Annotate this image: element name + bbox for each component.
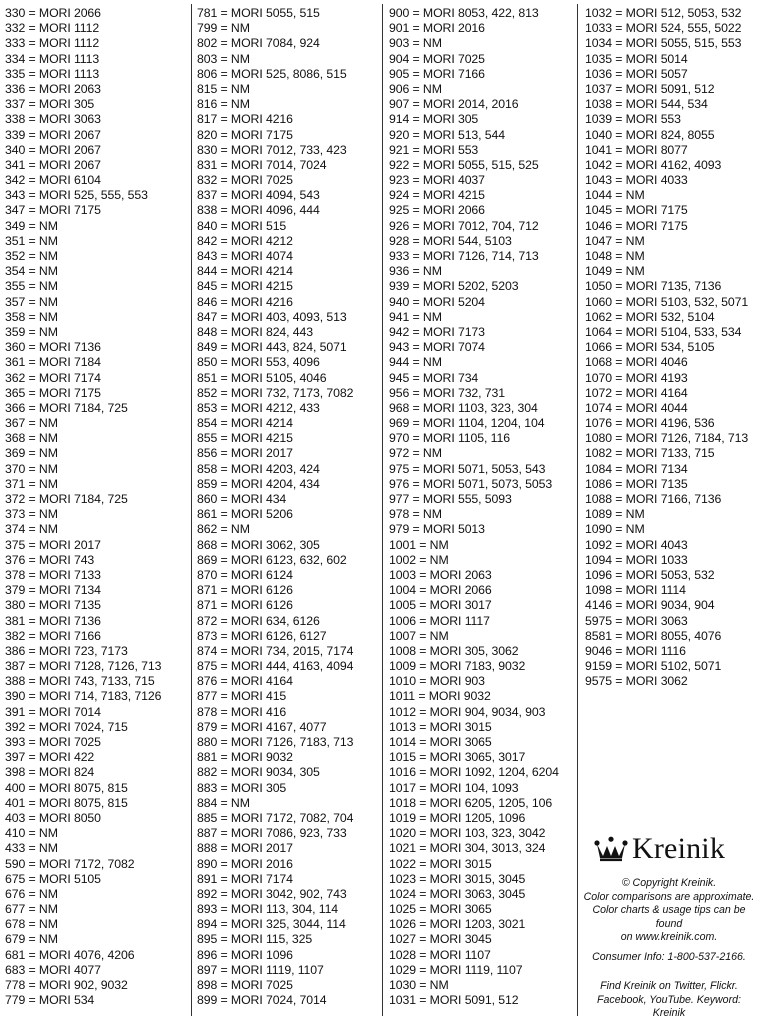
conversion-entry: 678 = NM [5, 917, 58, 932]
conversion-entry: 969 = MORI 1104, 1204, 104 [389, 416, 545, 431]
conversion-entry: 380 = MORI 7135 [5, 598, 101, 613]
conversion-entry: 843 = MORI 4074 [197, 249, 293, 263]
conversion-entry: 1019 = MORI 1205, 1096 [389, 810, 526, 825]
conversion-entry: 968 = MORI 1103, 323, 304 [389, 400, 538, 415]
conversion-column-2 [197, 6, 353, 1008]
conversion-entry: 4146 = MORI 9034, 904 [585, 598, 715, 613]
conversion-entry: 1001 = NM [389, 537, 449, 552]
column-divider [191, 4, 192, 1016]
conversion-entry: 900 = MORI 8053, 422, 813 [389, 6, 539, 20]
conversion-entry: 1086 = MORI 7135 [585, 476, 688, 491]
conversion-entry: 884 = NM [197, 795, 250, 810]
conversion-entry: 1096 = MORI 5053, 532 [585, 567, 715, 582]
social-line: Find Kreinik on Twitter, Flickr. [600, 980, 738, 992]
social-line: Facebook, YouTube. Keyword: Kreinik [597, 993, 741, 1019]
conversion-entry: 5975 = MORI 3063 [585, 613, 688, 628]
conversion-entry: 920 = MORI 513, 544 [389, 127, 506, 142]
conversion-entry: 890 = MORI 2016 [197, 856, 293, 871]
conversion-entry: 1038 = MORI 544, 534 [585, 97, 708, 112]
conversion-entry: 880 = MORI 7126, 7183, 713 [197, 735, 354, 749]
conversion-entry: 1012 = MORI 904, 9034, 903 [389, 704, 546, 719]
conversion-entry: 907 = MORI 2014, 2016 [389, 97, 519, 112]
copyright-note [580, 877, 758, 945]
conversion-entry: 842 = MORI 4212 [197, 233, 293, 248]
conversion-entry: 849 = MORI 443, 824, 5071 [197, 340, 347, 355]
conversion-entry: 9575 = MORI 3062 [585, 674, 688, 689]
conversion-entry: 868 = MORI 3062, 305 [197, 537, 320, 552]
conversion-entry: 1047 = NM [585, 233, 645, 248]
conversion-entry: 1024 = MORI 3063, 3045 [389, 886, 526, 901]
conversion-entry: 355 = NM [5, 279, 58, 294]
conversion-entry: 370 = NM [5, 461, 58, 476]
conversion-entry: 779 = MORI 534 [5, 993, 95, 1008]
conversion-entry: 854 = MORI 4214 [197, 416, 293, 431]
conversion-entry: 859 = MORI 4204, 434 [197, 476, 320, 491]
conversion-entry: 392 = MORI 7024, 715 [5, 719, 128, 734]
conversion-entry: 852 = MORI 732, 7173, 7082 [197, 385, 354, 400]
conversion-entry: 378 = MORI 7133 [5, 567, 101, 582]
conversion-entry: 369 = NM [5, 446, 58, 461]
conversion-entry: 901 = MORI 2016 [389, 21, 485, 36]
conversion-entry: 1050 = MORI 7135, 7136 [585, 279, 722, 294]
conversion-entry: 846 = MORI 4216 [197, 294, 293, 309]
conversion-entry: 942 = MORI 7173 [389, 324, 485, 339]
conversion-entry: 1006 = MORI 1117 [389, 613, 490, 628]
conversion-entry: 923 = MORI 4037 [389, 173, 485, 188]
conversion-entry: 885 = MORI 7172, 7082, 704 [197, 810, 354, 825]
conversion-entry: 872 = MORI 634, 6126 [197, 613, 320, 628]
conversion-entry: 1080 = MORI 7126, 7184, 713 [585, 431, 749, 446]
conversion-entry: 914 = MORI 305 [389, 112, 479, 127]
conversion-entry: 341 = MORI 2067 [5, 157, 101, 172]
conversion-entry: 941 = NM [389, 309, 442, 324]
conversion-entry: 403 = MORI 8050 [5, 810, 101, 825]
conversion-entry: 975 = MORI 5071, 5053, 543 [389, 461, 546, 476]
conversion-entry: 393 = MORI 7025 [5, 735, 101, 749]
brand-name: Kreinik [632, 832, 726, 865]
conversion-entry: 1084 = MORI 7134 [585, 461, 688, 476]
conversion-entry: 869 = MORI 6123, 632, 602 [197, 552, 347, 567]
conversion-entry: 894 = MORI 325, 3044, 114 [197, 917, 346, 932]
conversion-entry: 856 = MORI 2017 [197, 446, 293, 461]
conversion-entry: 373 = NM [5, 507, 58, 522]
conversion-entry: 339 = MORI 2067 [5, 127, 101, 142]
conversion-entry: 1023 = MORI 3015, 3045 [389, 871, 526, 886]
conversion-entry: 892 = MORI 3042, 902, 743 [197, 886, 347, 901]
conversion-entry: 1066 = MORI 534, 5105 [585, 340, 715, 355]
conversion-entry: 899 = MORI 7024, 7014 [197, 993, 327, 1008]
conversion-entry: 806 = MORI 525, 8086, 515 [197, 66, 347, 81]
conversion-entry: 882 = MORI 9034, 305 [197, 765, 320, 780]
conversion-entry: 976 = MORI 5071, 5073, 5053 [389, 476, 553, 491]
conversion-entry: 1022 = MORI 3015 [389, 856, 492, 871]
conversion-entry: 802 = MORI 7084, 924 [197, 36, 320, 51]
conversion-entry: 1020 = MORI 103, 323, 3042 [389, 826, 546, 841]
conversion-entry: 861 = MORI 5206 [197, 507, 293, 522]
conversion-entry: 387 = MORI 7128, 7126, 713 [5, 659, 162, 674]
conversion-entry: 374 = NM [5, 522, 58, 537]
conversion-entry: 1060 = MORI 5103, 532, 5071 [585, 294, 749, 309]
conversion-entry: 330 = MORI 2066 [5, 6, 101, 20]
conversion-entry: 1017 = MORI 104, 1093 [389, 780, 519, 795]
conversion-entry: 1003 = MORI 2063 [389, 567, 492, 582]
conversion-entry: 1014 = MORI 3065 [389, 735, 492, 749]
conversion-entry: 944 = NM [389, 355, 442, 370]
conversion-entry: 878 = MORI 416 [197, 704, 287, 719]
conversion-entry: 970 = MORI 1105, 116 [389, 431, 510, 446]
consumer-info-line: Consumer Info: 1-800-537-2166. [592, 951, 746, 963]
conversion-entry: 922 = MORI 5055, 515, 525 [389, 157, 539, 172]
conversion-entry: 845 = MORI 4215 [197, 279, 293, 294]
conversion-entry: 978 = NM [389, 507, 442, 522]
conversion-entry: 1070 = MORI 4193 [585, 370, 688, 385]
crown-icon [594, 836, 628, 862]
conversion-entry: 904 = MORI 7025 [389, 51, 485, 66]
conversion-entry: 816 = NM [197, 97, 250, 112]
conversion-entry: 1062 = MORI 532, 5104 [585, 309, 715, 324]
conversion-column-1 [5, 6, 161, 1008]
conversion-entry: 815 = NM [197, 81, 250, 96]
conversion-entry: 871 = MORI 6126 [197, 598, 293, 613]
conversion-entry: 332 = MORI 1112 [5, 21, 100, 36]
conversion-entry: 799 = NM [197, 21, 250, 36]
conversion-entry: 1034 = MORI 5055, 515, 553 [585, 36, 742, 51]
conversion-entry: 1098 = MORI 1114 [585, 583, 686, 598]
conversion-entry: 855 = MORI 4215 [197, 431, 293, 446]
conversion-entry: 877 = MORI 415 [197, 689, 287, 704]
conversion-entry: 386 = MORI 723, 7173 [5, 643, 128, 658]
conversion-entry: 876 = MORI 4164 [197, 674, 293, 689]
conversion-entry: 1002 = NM [389, 552, 449, 567]
conversion-entry: 1074 = MORI 4044 [585, 400, 688, 415]
conversion-entry: 906 = NM [389, 81, 442, 96]
conversion-entry: 851 = MORI 5105, 4046 [197, 370, 327, 385]
conversion-entry: 873 = MORI 6126, 6127 [197, 628, 327, 643]
conversion-entry: 8581 = MORI 8055, 4076 [585, 628, 722, 643]
conversion-entry: 357 = NM [5, 294, 58, 309]
conversion-entry: 895 = MORI 115, 325 [197, 932, 313, 947]
conversion-entry: 1042 = MORI 4162, 4093 [585, 157, 722, 172]
conversion-entry: 838 = MORI 4096, 444 [197, 203, 320, 218]
conversion-entry: 397 = MORI 422 [5, 750, 95, 765]
conversion-entry: 1016 = MORI 1092, 1204, 6204 [389, 765, 559, 780]
conversion-entry: 1040 = MORI 824, 8055 [585, 127, 715, 142]
conversion-entry: 342 = MORI 6104 [5, 173, 101, 188]
conversion-entry: 367 = NM [5, 416, 58, 431]
conversion-entry: 675 = MORI 5105 [5, 871, 101, 886]
conversion-entry: 1064 = MORI 5104, 533, 534 [585, 324, 742, 339]
conversion-entry: 1068 = MORI 4046 [585, 355, 688, 370]
conversion-entry: 887 = MORI 7086, 923, 733 [197, 826, 347, 841]
conversion-entry: 1007 = NM [389, 628, 449, 643]
conversion-column-3 [389, 6, 559, 1008]
conversion-entry: 853 = MORI 4212, 433 [197, 400, 320, 415]
conversion-entry: 939 = MORI 5202, 5203 [389, 279, 519, 294]
conversion-entry: 943 = MORI 7074 [389, 340, 485, 355]
conversion-entry: 1035 = MORI 5014 [585, 51, 688, 66]
conversion-entry: 1004 = MORI 2066 [389, 583, 492, 598]
conversion-entry: 375 = MORI 2017 [5, 537, 101, 552]
conversion-entry: 333 = MORI 1112 [5, 36, 100, 51]
conversion-entry: 1045 = MORI 7175 [585, 203, 688, 218]
conversion-entry: 831 = MORI 7014, 7024 [197, 157, 327, 172]
conversion-entry: 1041 = MORI 8077 [585, 142, 688, 157]
conversion-entry: 349 = NM [5, 218, 58, 233]
conversion-entry: 676 = NM [5, 886, 58, 901]
conversion-entry: 382 = MORI 7166 [5, 628, 101, 643]
conversion-entry: 1005 = MORI 3017 [389, 598, 492, 613]
conversion-entry: 891 = MORI 7174 [197, 871, 293, 886]
conversion-entry: 1009 = MORI 7183, 9032 [389, 659, 526, 674]
conversion-entry: 677 = NM [5, 902, 58, 917]
conversion-entry: 1036 = MORI 5057 [585, 66, 688, 81]
conversion-entry: 388 = MORI 743, 7133, 715 [5, 674, 155, 689]
conversion-entry: 820 = MORI 7175 [197, 127, 293, 142]
conversion-entry: 1015 = MORI 3065, 3017 [389, 750, 526, 765]
conversion-entry: 1072 = MORI 4164 [585, 385, 688, 400]
conversion-entry: 883 = MORI 305 [197, 780, 287, 795]
conversion-entry: 1048 = NM [585, 249, 645, 263]
conversion-entry: 832 = MORI 7025 [197, 173, 293, 188]
conversion-entry: 888 = MORI 2017 [197, 841, 293, 856]
conversion-entry: 1031 = MORI 5091, 512 [389, 993, 519, 1008]
conversion-entry: 928 = MORI 544, 5103 [389, 233, 512, 248]
conversion-entry: 1010 = MORI 903 [389, 674, 485, 689]
conversion-entry: 359 = NM [5, 324, 58, 339]
copyright-line: Color charts & usage tips can be found [592, 904, 746, 930]
conversion-entry: 1076 = MORI 4196, 536 [585, 416, 715, 431]
conversion-entry: 1008 = MORI 305, 3062 [389, 643, 519, 658]
conversion-entry: 379 = MORI 7134 [5, 583, 101, 598]
conversion-entry: 335 = MORI 1113 [5, 66, 100, 81]
conversion-entry: 803 = NM [197, 51, 250, 66]
conversion-entry: 410 = NM [5, 826, 58, 841]
conversion-entry: 1026 = MORI 1203, 3021 [389, 917, 526, 932]
conversion-entry: 9046 = MORI 1116 [585, 643, 686, 658]
conversion-entry: 398 = MORI 824 [5, 765, 95, 780]
conversion-entry: 903 = NM [389, 36, 442, 51]
conversion-entry: 924 = MORI 4215 [389, 188, 485, 203]
conversion-entry: 1011 = MORI 9032 [389, 689, 491, 704]
conversion-entry: 351 = NM [5, 233, 58, 248]
brand-logo [594, 832, 754, 866]
conversion-entry: 390 = MORI 714, 7183, 7126 [5, 689, 162, 704]
conversion-entry: 362 = MORI 7174 [5, 370, 101, 385]
conversion-entry: 940 = MORI 5204 [389, 294, 485, 309]
conversion-entry: 881 = MORI 9032 [197, 750, 293, 765]
conversion-entry: 358 = NM [5, 309, 58, 324]
conversion-entry: 391 = MORI 7014 [5, 704, 101, 719]
conversion-entry: 933 = MORI 7126, 714, 713 [389, 249, 539, 263]
conversion-entry: 365 = MORI 7175 [5, 385, 101, 400]
conversion-entry: 898 = MORI 7025 [197, 978, 293, 992]
conversion-entry: 837 = MORI 4094, 543 [197, 188, 320, 203]
conversion-entry: 368 = NM [5, 431, 58, 446]
conversion-entry: 361 = MORI 7184 [5, 355, 101, 370]
conversion-entry: 381 = MORI 7136 [5, 613, 101, 628]
conversion-entry: 9159 = MORI 5102, 5071 [585, 659, 722, 674]
conversion-entry: 371 = NM [5, 476, 58, 491]
conversion-entry: 972 = NM [389, 446, 442, 461]
conversion-entry: 893 = MORI 113, 304, 114 [197, 902, 339, 917]
conversion-entry: 840 = MORI 515 [197, 218, 287, 233]
conversion-entry: 1028 = MORI 1107 [389, 947, 491, 962]
conversion-entry: 905 = MORI 7166 [389, 66, 485, 81]
conversion-column-4 [585, 6, 748, 689]
conversion-entry: 1032 = MORI 512, 5053, 532 [585, 6, 742, 20]
conversion-entry: 850 = MORI 553, 4096 [197, 355, 320, 370]
conversion-entry: 590 = MORI 7172, 7082 [5, 856, 135, 871]
conversion-entry: 875 = MORI 444, 4163, 4094 [197, 659, 354, 674]
conversion-entry: 897 = MORI 1119, 1107 [197, 962, 324, 977]
conversion-entry: 977 = MORI 555, 5093 [389, 492, 512, 506]
conversion-entry: 360 = MORI 7136 [5, 340, 101, 355]
conversion-entry: 433 = NM [5, 841, 58, 856]
conversion-entry: 860 = MORI 434 [197, 492, 287, 506]
conversion-entry: 352 = NM [5, 249, 58, 263]
conversion-entry: 338 = MORI 3063 [5, 112, 101, 127]
conversion-entry: 874 = MORI 734, 2015, 7174 [197, 643, 354, 658]
conversion-entry: 1037 = MORI 5091, 512 [585, 81, 715, 96]
conversion-entry: 830 = MORI 7012, 733, 423 [197, 142, 347, 157]
conversion-entry: 1018 = MORI 6205, 1205, 106 [389, 795, 553, 810]
conversion-entry: 896 = MORI 1096 [197, 947, 293, 962]
conversion-entry: 945 = MORI 734 [389, 370, 479, 385]
conversion-entry: 1025 = MORI 3065 [389, 902, 492, 917]
conversion-entry: 1013 = MORI 3015 [389, 719, 492, 734]
conversion-entry: 778 = MORI 902, 9032 [5, 978, 128, 992]
social-note [580, 980, 758, 1021]
consumer-info [580, 951, 758, 965]
conversion-entry: 372 = MORI 7184, 725 [5, 492, 128, 506]
conversion-entry: 879 = MORI 4167, 4077 [197, 719, 327, 734]
conversion-entry: 400 = MORI 8075, 815 [5, 780, 128, 795]
copyright-line: © Copyright Kreinik. [621, 877, 717, 889]
column-divider [382, 4, 383, 1016]
conversion-entry: 347 = MORI 7175 [5, 203, 101, 218]
conversion-entry: 921 = MORI 553 [389, 142, 479, 157]
conversion-entry: 1039 = MORI 553 [585, 112, 681, 127]
copyright-line: Color comparisons are approximate. [583, 890, 755, 903]
column-divider [577, 4, 578, 1016]
conversion-entry: 334 = MORI 1113 [5, 51, 100, 66]
conversion-entry: 679 = NM [5, 932, 58, 947]
conversion-entry: 871 = MORI 6126 [197, 583, 293, 598]
conversion-entry: 1094 = MORI 1033 [585, 552, 688, 567]
conversion-entry: 336 = MORI 2063 [5, 81, 101, 96]
conversion-entry: 366 = MORI 7184, 725 [5, 400, 128, 415]
conversion-entry: 1044 = NM [585, 188, 645, 203]
conversion-entry: 340 = MORI 2067 [5, 142, 101, 157]
conversion-entry: 1033 = MORI 524, 555, 5022 [585, 21, 742, 36]
conversion-entry: 979 = MORI 5013 [389, 522, 485, 537]
conversion-entry: 683 = MORI 4077 [5, 962, 101, 977]
conversion-entry: 1027 = MORI 3045 [389, 932, 492, 947]
conversion-entry: 858 = MORI 4203, 424 [197, 461, 320, 476]
conversion-entry: 1090 = NM [585, 522, 645, 537]
conversion-entry: 1030 = NM [389, 978, 449, 992]
conversion-entry: 1029 = MORI 1119, 1107 [389, 962, 523, 977]
conversion-entry: 681 = MORI 4076, 4206 [5, 947, 135, 962]
conversion-entry: 1021 = MORI 304, 3013, 324 [389, 841, 546, 856]
conversion-entry: 1046 = MORI 7175 [585, 218, 688, 233]
conversion-entry: 343 = MORI 525, 555, 553 [5, 188, 148, 203]
conversion-entry: 376 = MORI 743 [5, 552, 95, 567]
conversion-entry: 870 = MORI 6124 [197, 567, 293, 582]
conversion-entry: 1089 = NM [585, 507, 645, 522]
conversion-entry: 862 = NM [197, 522, 250, 537]
conversion-entry: 337 = MORI 305 [5, 97, 95, 112]
conversion-entry: 926 = MORI 7012, 704, 712 [389, 218, 539, 233]
conversion-entry: 1092 = MORI 4043 [585, 537, 688, 552]
conversion-entry: 1082 = MORI 7133, 715 [585, 446, 715, 461]
conversion-entry: 781 = MORI 5055, 515 [197, 6, 320, 20]
conversion-entry: 847 = MORI 403, 4093, 513 [197, 309, 347, 324]
conversion-entry: 956 = MORI 732, 731 [389, 385, 506, 400]
conversion-entry: 354 = NM [5, 264, 58, 279]
copyright-line: on www.kreinik.com. [620, 931, 718, 943]
conversion-entry: 817 = MORI 4216 [197, 112, 293, 127]
conversion-entry: 925 = MORI 2066 [389, 203, 485, 218]
conversion-entry: 848 = MORI 824, 443 [197, 324, 314, 339]
conversion-entry: 1049 = NM [585, 264, 645, 279]
conversion-entry: 936 = NM [389, 264, 442, 279]
conversion-entry: 401 = MORI 8075, 815 [5, 795, 128, 810]
conversion-entry: 1088 = MORI 7166, 7136 [585, 492, 722, 506]
conversion-entry: 844 = MORI 4214 [197, 264, 293, 279]
conversion-entry: 1043 = MORI 4033 [585, 173, 688, 188]
